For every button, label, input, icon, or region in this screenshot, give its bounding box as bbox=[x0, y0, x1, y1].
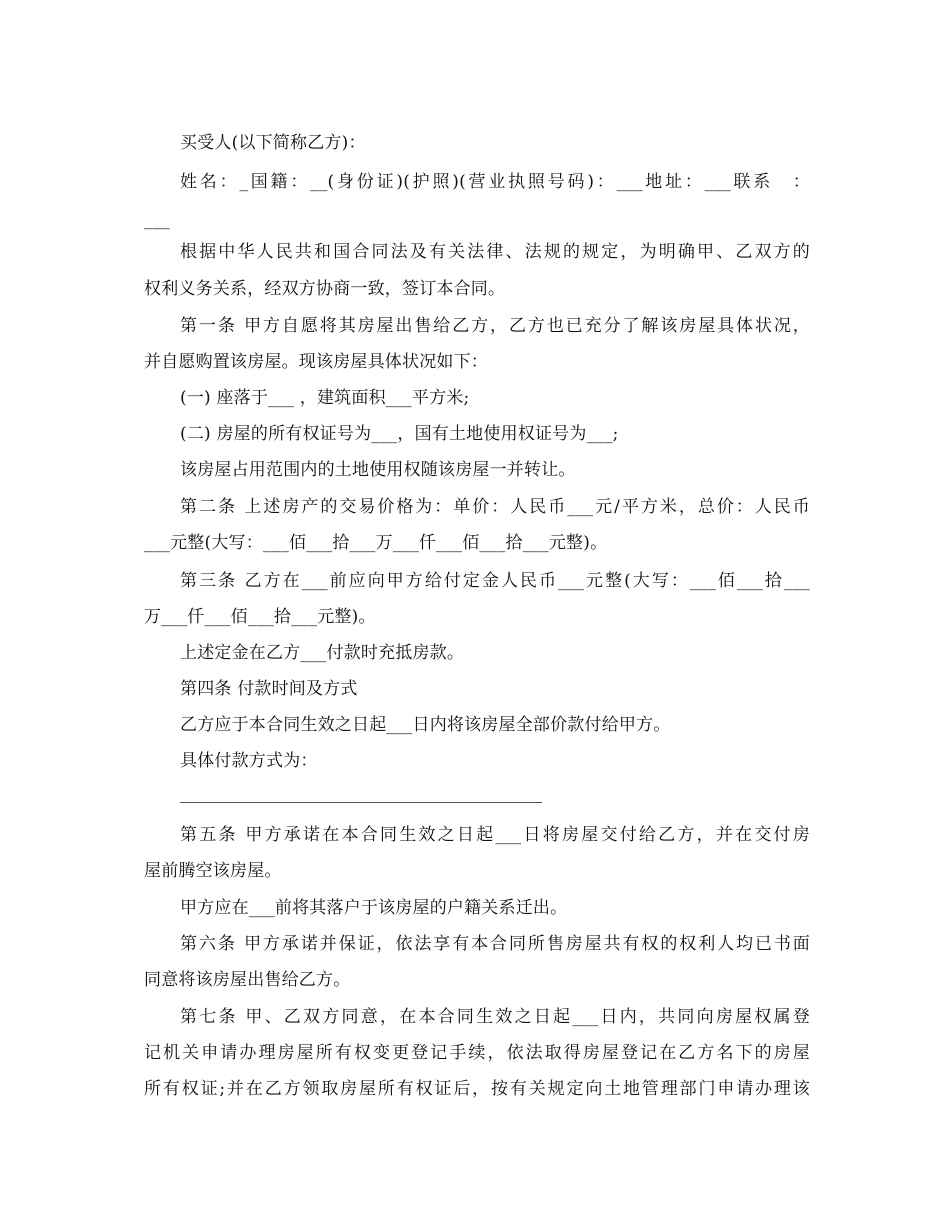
buyer-info-line: 姓名：_国籍：__(身份证)(护照)(营业执照号码)：___地址：___联系 ： bbox=[180, 172, 810, 192]
article-5-line-1: 第五条 甲方承诺在本合同生效之日起___日将房屋交付给乙方，并在交付房 bbox=[180, 825, 810, 845]
article-4-payment-method-label: 具体付款方式为： bbox=[180, 751, 318, 771]
preamble-line-1: 根据中华人民共和国合同法及有关法律、法规的规定，为明确甲、乙双方的 bbox=[180, 242, 810, 262]
article-1-line-1: 第一条 甲方自愿将其房屋出售给乙方，乙方也已充分了解该房屋具体状况， bbox=[180, 316, 810, 336]
article-4-heading: 第四条 付款时间及方式 bbox=[180, 679, 358, 699]
preamble-line-2: 权利义务关系，经双方协商一致，签订本合同。 bbox=[144, 279, 506, 299]
article-7-line-3: 所有权证;并在乙方领取房屋所有权证后，按有关规定向土地管理部门申请办理该 bbox=[144, 1079, 810, 1099]
article-2-line-2: ___元整(大写：___佰___拾___万___仟___佰___拾___元整)。 bbox=[144, 533, 608, 553]
buyer-info-continuation: ___ bbox=[144, 210, 171, 230]
buyer-heading: 买受人(以下简称乙方)： bbox=[180, 133, 366, 153]
article-3-line-1: 第三条 乙方在___前应向甲方给付定金人民币___元整(大写：___佰___拾___ bbox=[180, 571, 810, 591]
article-4-payment-deadline: 乙方应于本合同生效之日起___日内将该房屋全部价款付给甲方。 bbox=[180, 715, 671, 735]
article-2-line-1: 第二条 上述房产的交易价格为：单价：人民币___元/平方米，总价：人民币 bbox=[180, 497, 810, 517]
payment-method-blank-line bbox=[180, 802, 542, 803]
article-1-item-2: (二) 房屋的所有权证号为___，国有土地使用权证号为___; bbox=[180, 424, 619, 444]
article-1-item-1: (一) 座落于___ ，建筑面积___平方米; bbox=[180, 388, 470, 408]
article-1-line-2: 并自愿购置该房屋。现该房屋具体状况如下： bbox=[144, 352, 488, 372]
deposit-note: 上述定金在乙方___付款时充抵房款。 bbox=[180, 643, 465, 663]
article-1-land-note: 该房屋占用范围内的土地使用权随该房屋一并转让。 bbox=[180, 460, 576, 480]
article-5-line-2: 屋前腾空该房屋。 bbox=[144, 861, 282, 881]
article-7-line-1: 第七条 甲、乙双方同意，在本合同生效之日起___日内，共同向房屋权属登 bbox=[180, 1007, 810, 1027]
article-6-line-1: 第六条 甲方承诺并保证，依法享有本合同所售房屋共有权的权利人均已书面 bbox=[180, 934, 810, 954]
article-7-line-2: 记机关申请办理房屋所有权变更登记手续，依法取得房屋登记在乙方名下的房屋 bbox=[144, 1043, 810, 1063]
article-6-line-2: 同意将该房屋出售给乙方。 bbox=[144, 970, 351, 990]
article-3-line-2: 万___仟___佰___拾___元整)。 bbox=[144, 607, 376, 627]
household-registration-note: 甲方应在___前将其落户于该房屋的户籍关系迁出。 bbox=[180, 898, 568, 918]
